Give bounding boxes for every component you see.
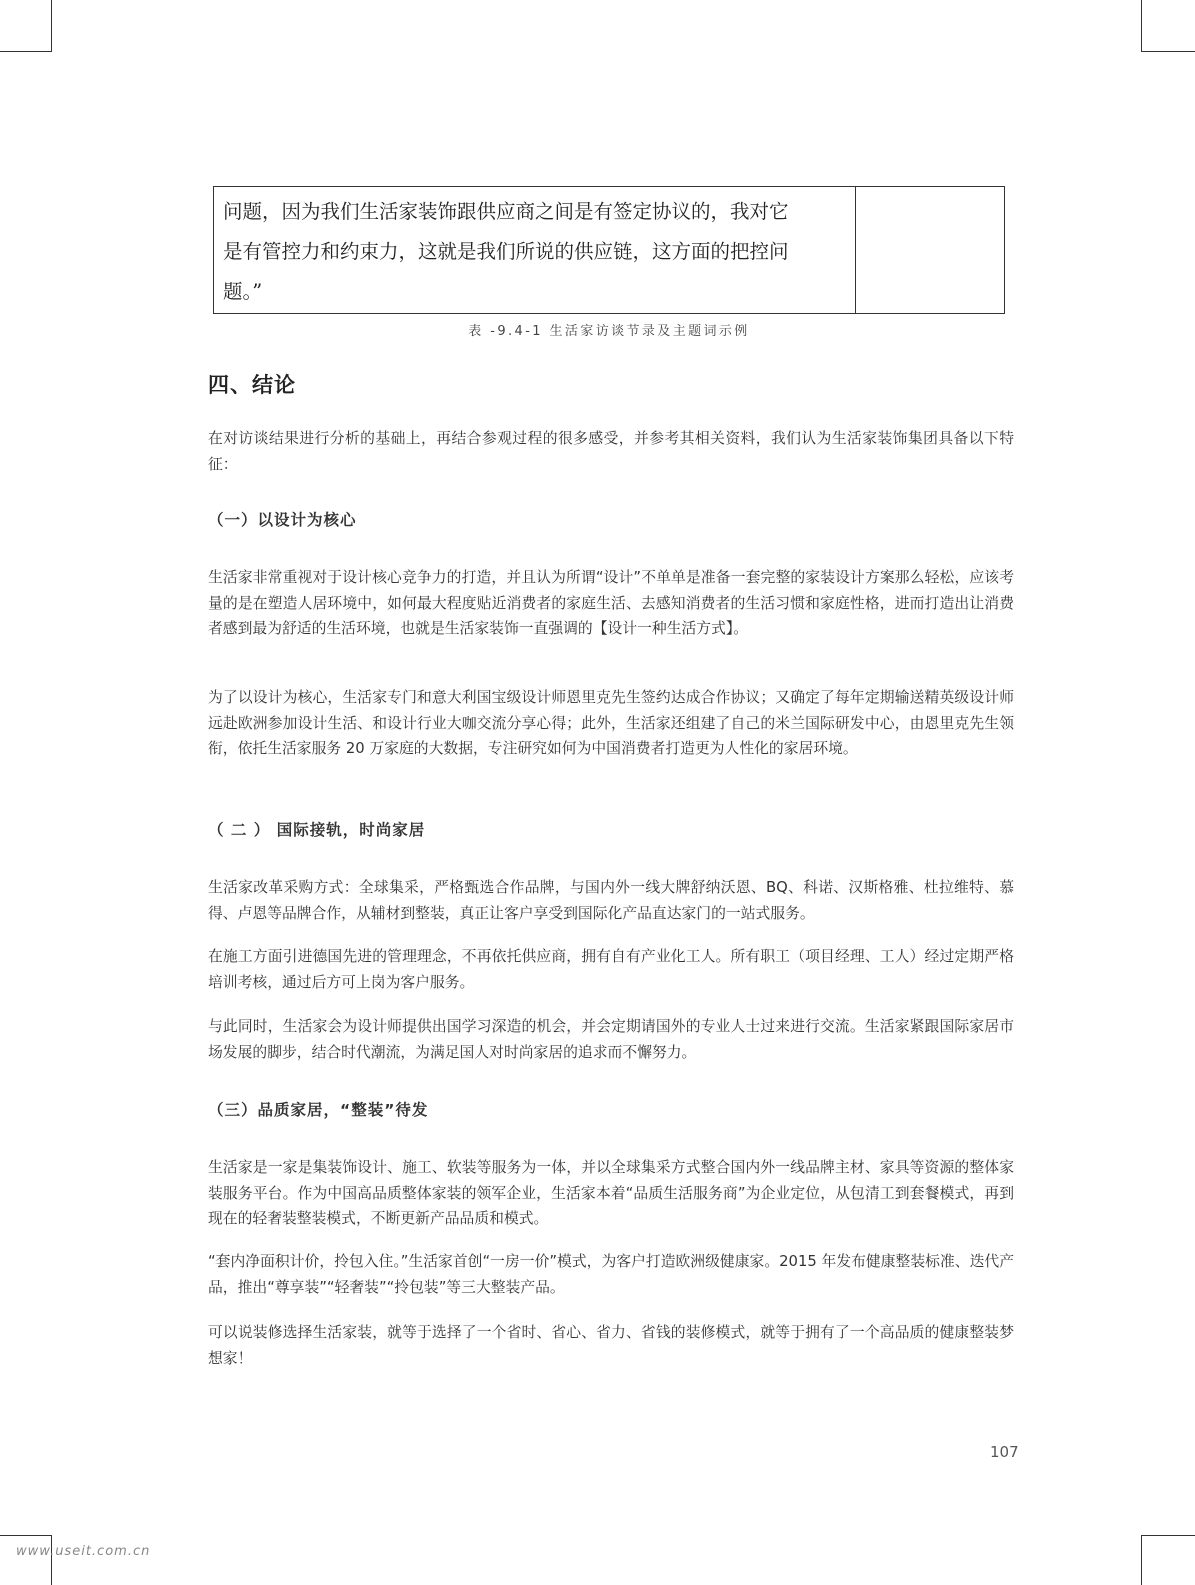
crop-mark-bottom-left — [0, 1535, 52, 1585]
paragraph: 为了以设计为核心，生活家专门和意大利国宝级设计师恩里克先生签约达成合作协议；又确定了每年定期输送精英级设计师远赴欧洲参加设计生活、和设计行业大咖交流分享心得；此外，生活家还组建了自己的米兰国际研发中心，由恩里克先生领衔，依托生活家服务 20 万家庭的大数据，专注研究如何为中国消费者打造更为人性化的家居环境。 — [208, 689, 1014, 757]
table-cell-keywords — [856, 187, 1004, 313]
table-line: 题。” — [223, 280, 263, 303]
paragraph: “套内净面积计价，拎包入住。”生活家首创“一房一价”模式，为客户打造欧洲级健康家。2015 年发布健康整装标准、迭代产品，推出“尊享装”“轻奢装”“拎包装”等三大整装产品。 — [208, 1253, 1014, 1296]
paragraph: 与此同时，生活家会为设计师提供出国学习深造的机会，并会定期请国外的专业人士过来进行交流。生活家紧跟国际家居市场发展的脚步，结合时代潮流，为满足国人对时尚家居的追求而不懈努力。 — [208, 1018, 1014, 1061]
intro-paragraph: 在对访谈结果进行分析的基础上，再结合参观过程的很多感受，并参考其相关资料，我们认为生活家装饰集团具备以下特征： — [208, 430, 1014, 473]
watermark: www.useit.com.cn — [16, 1544, 151, 1559]
page-number: 107 — [990, 1443, 1019, 1461]
interview-table-fragment — [213, 186, 1005, 314]
crop-mark-bottom-right — [1141, 1535, 1195, 1585]
crop-mark-top-right — [1141, 0, 1195, 52]
table-caption: 表 -9.4-1 生活家访谈节录及主题词示例 — [468, 324, 750, 339]
table-cell-quote — [214, 187, 856, 313]
paragraph: 生活家非常重视对于设计核心竞争力的打造，并且认为所谓“设计”不单单是准备一套完整的家装设计方案那么轻松，应该考量的是在塑造人居环境中，如何最大程度贴近消费者的家庭生活、去感知消费者的生活习惯和家庭性格，进而打造出让消费者感到最为舒适的生活环境，也就是生活家装饰一直强调的【设计一种生活方式】。 — [208, 569, 1014, 637]
subsection-title-3: （三）品质家居，“整装”待发 — [208, 1101, 429, 1119]
subsection-title-1: （一）以设计为核心 — [208, 511, 357, 529]
table-line: 问题，因为我们生活家装饰跟供应商之间是有签定协议的，我对它 — [223, 200, 789, 223]
section-title: 四、结论 — [208, 373, 296, 397]
paragraph: 生活家是一家是集装饰设计、施工、软装等服务为一体，并以全球集采方式整合国内外一线品牌主材、家具等资源的整体家装服务平台。作为中国高品质整体家装的领军企业，生活家本着“品质生活服务商”为企业定位，从包清工到套餐模式，再到现在的轻奢装整装模式，不断更新产品品质和模式。 — [208, 1159, 1014, 1227]
crop-mark-top-left — [0, 0, 52, 52]
table-line: 是有管控力和约束力，这就是我们所说的供应链，这方面的把控问 — [223, 240, 789, 263]
paragraph: 可以说装修选择生活家装，就等于选择了一个省时、省心、省力、省钱的装修模式，就等于拥有了一个高品质的健康整装梦想家！ — [208, 1324, 1014, 1367]
subsection-title-2: （ 二 ） 国际接轨，时尚家居 — [208, 821, 426, 839]
paragraph: 在施工方面引进德国先进的管理理念，不再依托供应商，拥有自有产业化工人。所有职工（项目经理、工人）经过定期严格培训考核，通过后方可上岗为客户服务。 — [208, 948, 1014, 991]
paragraph: 生活家改革采购方式：全球集采，严格甄选合作品牌，与国内外一线大牌舒纳沃恩、BQ、科诺、汉斯格雅、杜拉维特、慕得、卢恩等品牌合作，从辅材到整装，真正让客户享受到国际化产品直达家门的一站式服务。 — [208, 879, 1014, 922]
